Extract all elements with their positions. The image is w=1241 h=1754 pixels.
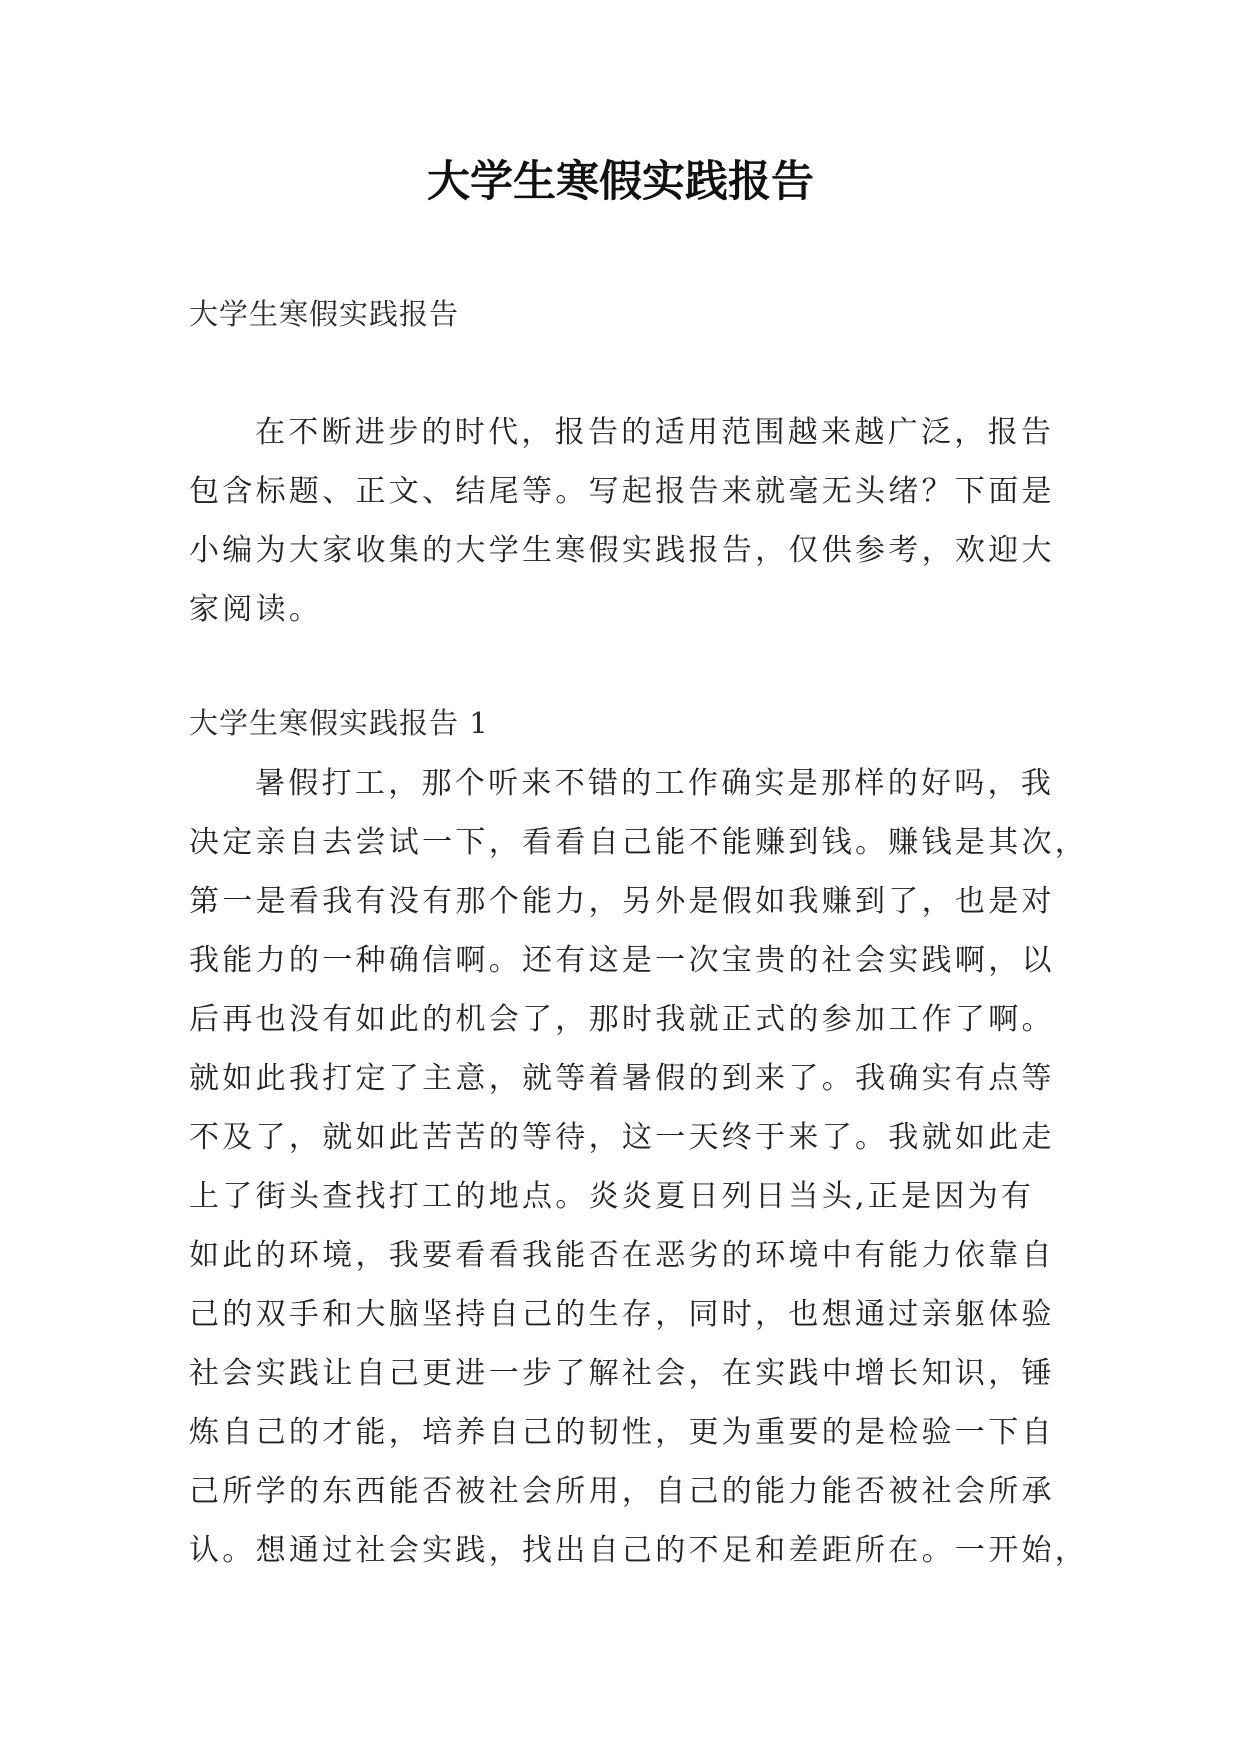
section-line: 炼自己的才能，培养自己的韧性，更为重要的是检验一下自	[189, 1415, 1055, 1450]
section-line: 不及了，就如此苦苦的等待，这一天终于来了。我就如此走	[189, 1120, 1055, 1155]
section-line: 后再也没有如此的机会了，那时我就正式的参加工作了啊。	[189, 1002, 1055, 1037]
intro-paragraph	[189, 403, 1069, 639]
section-line: 暑假打工，那个听来不错的工作确实是那样的好吗，我	[255, 766, 1055, 801]
section-line: 认。想通过社会实践，找出自己的不足和差距所在。一开始，	[189, 1533, 1089, 1568]
document-subtitle: 大学生寒假实践报告	[189, 297, 460, 331]
section-line: 己所学的东西能否被社会所用，自己的能力能否被社会所承	[189, 1474, 1055, 1509]
section-line: 第一是看我有没有那个能力，另外是假如我赚到了，也是对	[189, 884, 1055, 919]
section-paragraph	[189, 754, 1089, 1580]
section-line: 上了街头查找打工的地点。炎炎夏日列日当头,正是因为有	[189, 1179, 1035, 1214]
section-line: 己的双手和大脑坚持自己的生存，同时，也想通过亲躯体验	[189, 1297, 1055, 1332]
section-line: 就如此我打定了主意，就等着暑假的到来了。我确实有点等	[189, 1061, 1055, 1096]
intro-line: 小编为大家收集的大学生寒假实践报告，仅供参考，欢迎大	[189, 533, 1055, 568]
section-heading: 大学生寒假实践报告 1	[189, 706, 489, 740]
intro-line: 在不断进步的时代，报告的适用范围越来越广泛，报告	[255, 415, 1055, 450]
section-line: 如此的环境，我要看看我能否在恶劣的环境中有能力依靠自	[189, 1238, 1055, 1273]
section-line: 决定亲自去尝试一下，看看自己能不能赚到钱。赚钱是其次，	[189, 825, 1089, 860]
intro-line: 家阅读。	[189, 592, 323, 627]
section-line: 社会实践让自己更进一步了解社会，在实践中增长知识，锤	[189, 1356, 1055, 1391]
document-title: 大学生寒假实践报告	[427, 157, 814, 207]
section-line: 我能力的一种确信啊。还有这是一次宝贵的社会实践啊，以	[189, 943, 1055, 978]
intro-line: 包含标题、正文、结尾等。写起报告来就毫无头绪？下面是	[189, 474, 1055, 509]
